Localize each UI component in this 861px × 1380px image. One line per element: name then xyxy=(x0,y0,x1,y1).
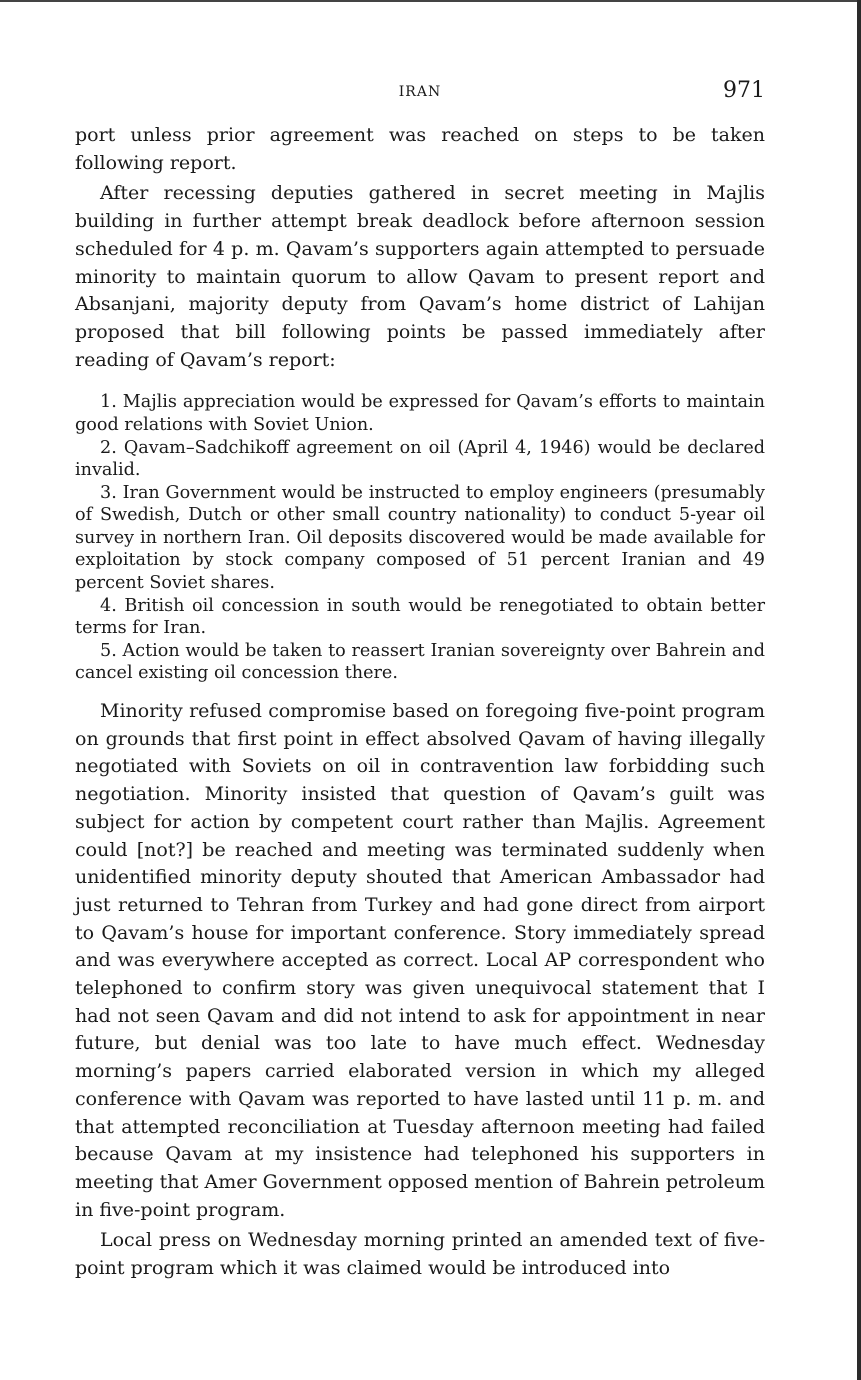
list-item: 3. Iran Government would be instructed to employ engineers (presumably of Swedish, Dutch or other small country nationality) to conduct 5-year oil survey in northern Iran. Oil deposits discovered would be made available for exploitation by stock company composed of 51 percent Iranian and 49 percent Soviet shares. xyxy=(75,482,765,594)
top-rule xyxy=(0,0,861,2)
paragraph-local-press: Local press on Wednesday morning printed an amended text of five-point program which it was claimed would be introduced into xyxy=(75,1229,765,1280)
paragraph-minority-refusal: Minority refused compromise based on foregoing five-point program on grounds that first point in effect absolved Qavam of having illegally negotiated with Soviets on oil in contravention law forbidding such negotiation. Minority insisted that question of Qavam’s guilt was subject for action by competent court rather than Majlis. Agreement could [not?] be reached and meeting was terminated suddenly when unidentified minority deputy shouted that American Ambassador had just returned to Tehran from Turkey and had gone direct from airport to Qavam’s house for important conference. Story immediately spread and was everywhere accepted as correct. Local AP correspondent who telephoned to confirm story was given unequivocal statement that I had not seen Qavam and did not intend to ask for appointment in near future, but denial was too late to have much effect. Wednesday morning’s papers carried elaborated version in which my alleged conference with Qavam was reported to have lasted until 11 p. m. and that attempted reconciliation at Tuesday afternoon meeting had failed because Qavam at my insistence had telephoned his supporters in meeting that Amer Government opposed mention of Bahrein petroleum in five-point program. xyxy=(75,700,765,1221)
five-point-program-list xyxy=(75,391,765,685)
list-item: 1. Majlis appreciation would be expressed for Qavam’s efforts to maintain good relations with Soviet Union. xyxy=(75,392,765,435)
list-item: 2. Qavam–Sadchikoff agreement on oil (April 4, 1946) would be declared invalid. xyxy=(75,437,765,481)
page-edge-shadow xyxy=(857,0,861,1380)
page-header xyxy=(75,78,765,106)
running-head: IRAN xyxy=(398,84,442,100)
paragraph-continued: port unless prior agreement was reached on steps to be taken following report. xyxy=(75,124,765,174)
list-item: 5. Action would be taken to reassert Iranian sovereignty over Bahrein and cancel existing oil concession there. xyxy=(75,640,765,684)
list-item: 4. British oil concession in south would be renegotiated to obtain better terms for Iran. xyxy=(75,595,765,639)
paragraph-recess-meeting: After recessing deputies gathered in secret meeting in Majlis building in further attempt break deadlock before afternoon session scheduled for 4 p. m. Qavam’s supporters again attempted to persuade minority to maintain quorum to allow Qavam to present report and Absanjani, majority deputy from Qavam’s home district of Lahijan proposed that bill following points be passed immediately after reading of Qavam’s report: xyxy=(75,182,765,371)
page-number: 971 xyxy=(723,78,765,103)
page-body xyxy=(75,122,765,1283)
